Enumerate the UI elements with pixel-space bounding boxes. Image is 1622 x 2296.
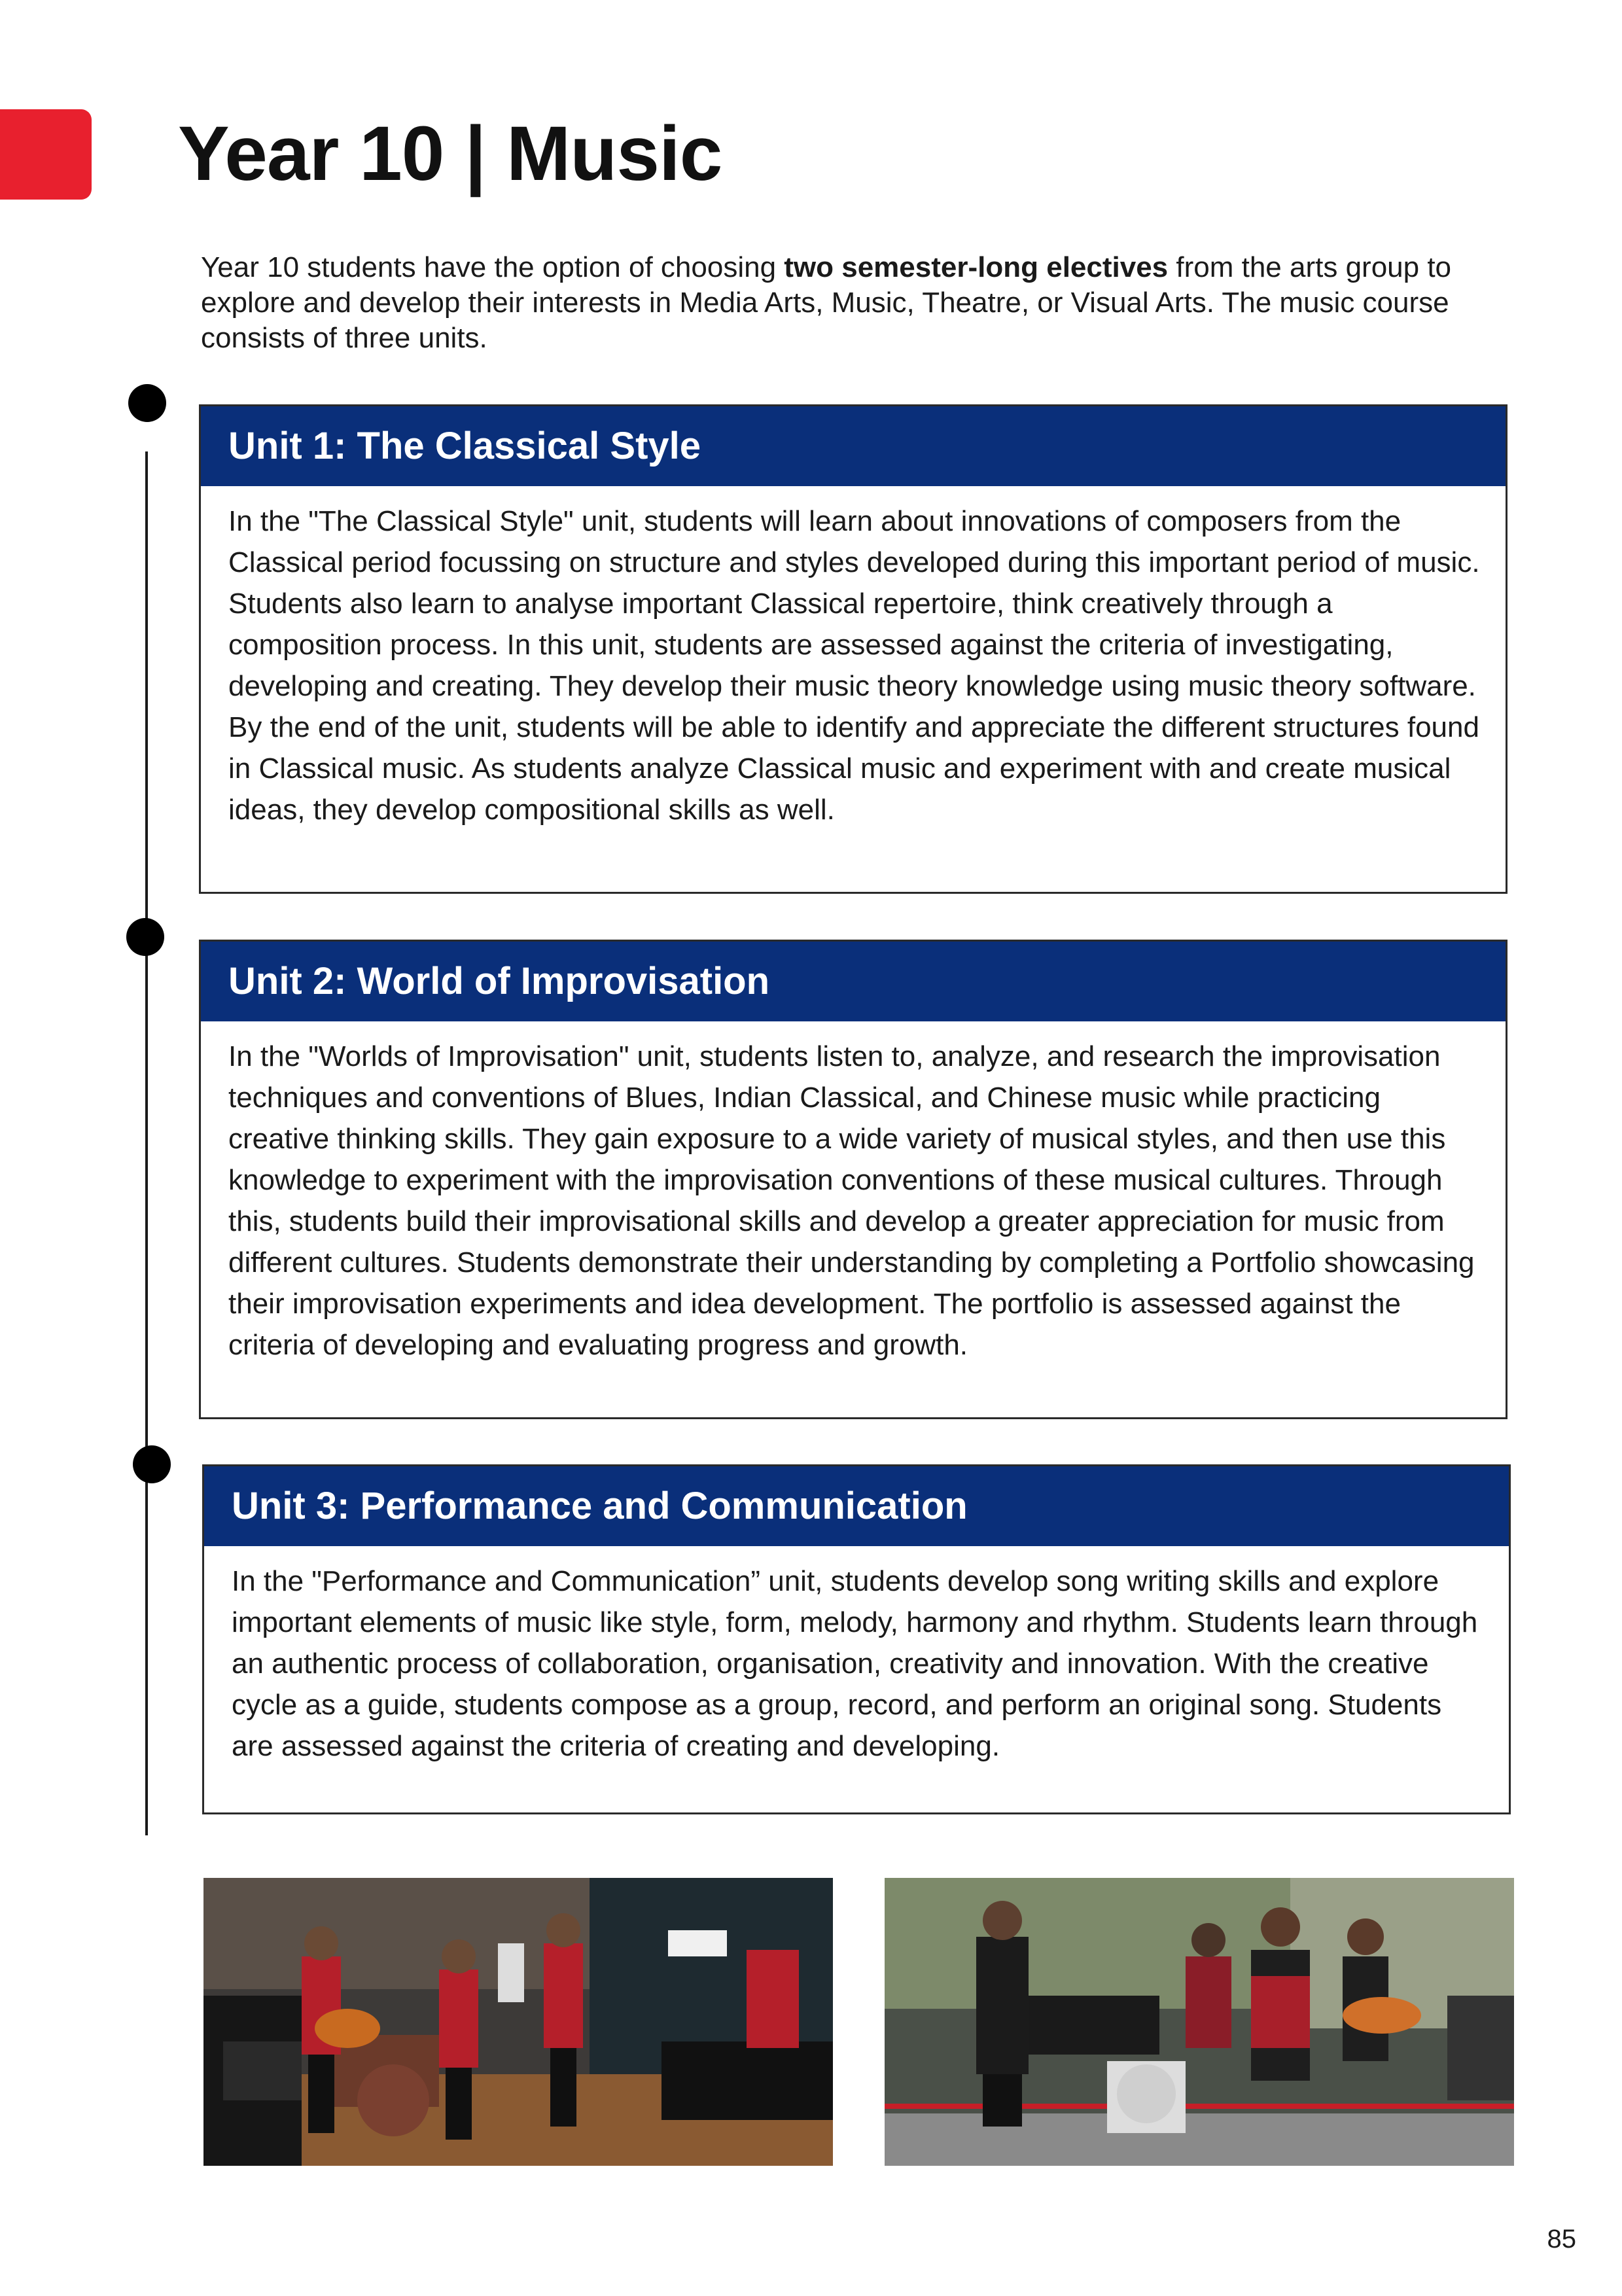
intro-paragraph (201, 250, 1503, 356)
intro-text-bold: two semester-long electives (784, 251, 1169, 283)
unit-card-3 (202, 1464, 1511, 1814)
unit-card-2 (199, 940, 1507, 1419)
timeline-dot-1 (128, 384, 166, 422)
band-photo-left (203, 1878, 833, 2166)
intro-text-after: from the arts group to explore and develop their interests in Media Arts, Music, Theatre, or Visual Arts. The music course consists of three units. (201, 251, 1452, 354)
page-title: Year 10 | Music (178, 111, 722, 197)
unit-title: Unit 2: World of Improvisation (201, 942, 1506, 1021)
timeline-line (145, 451, 148, 1835)
unit-description: In the "Worlds of Improvisation" unit, students listen to, analyze, and research the improvisation techniques and conventions of Blues, Indian Classical, and Chinese music while practicing creative thinking skills. They gain exposure to a wide variety of musical styles, and then use this knowledge to experiment with the improvisation conventions of these musical cultures. Through this, students build their improvisational skills and develop a greater appreciation for music from different cultures. Students demonstrate their understanding by completing a Portfolio showcasing their improvisation experiments and idea development. The portfolio is assessed against the criteria of developing and evaluating progress and growth. (228, 1040, 1475, 1361)
unit-title: Unit 1: The Classical Style (201, 406, 1506, 486)
unit-card-1 (199, 404, 1507, 894)
intro-text-before: Year 10 students have the option of choosing (201, 251, 785, 283)
red-accent-tab (0, 109, 92, 200)
unit-description: In the "The Classical Style" unit, students will learn about innovations of composers from the Classical period focussing on structure and styles developed during this important period of music. Students also learn to analyse important Classical repertoire, think creatively through a composition process. In this unit, students are assessed against the criteria of investigating, developing and creating. They develop their music theory knowledge using music theory software. By the end of the unit, students will be able to identify and appreciate the different structures found in Classical music. As students analyze Classical music and experiment with and create musical ideas, they develop compositional skills as well. (228, 505, 1480, 826)
unit-description: In the "Performance and Communication” unit, students develop song writing skills and explore important elements of music like style, form, melody, harmony and rhythm. Students learn through an authentic process of collaboration, organisation, creativity and innovation. With the creative cycle as a guide, students compose as a group, record, and perform an original song. Students are assessed against the criteria of creating and developing. (232, 1565, 1478, 1762)
timeline-dot-2 (126, 918, 164, 956)
timeline-dot-3 (133, 1445, 171, 1483)
band-photo-right (885, 1878, 1514, 2166)
unit-title: Unit 3: Performance and Communication (204, 1466, 1509, 1546)
page-number: 85 (1547, 2225, 1576, 2253)
